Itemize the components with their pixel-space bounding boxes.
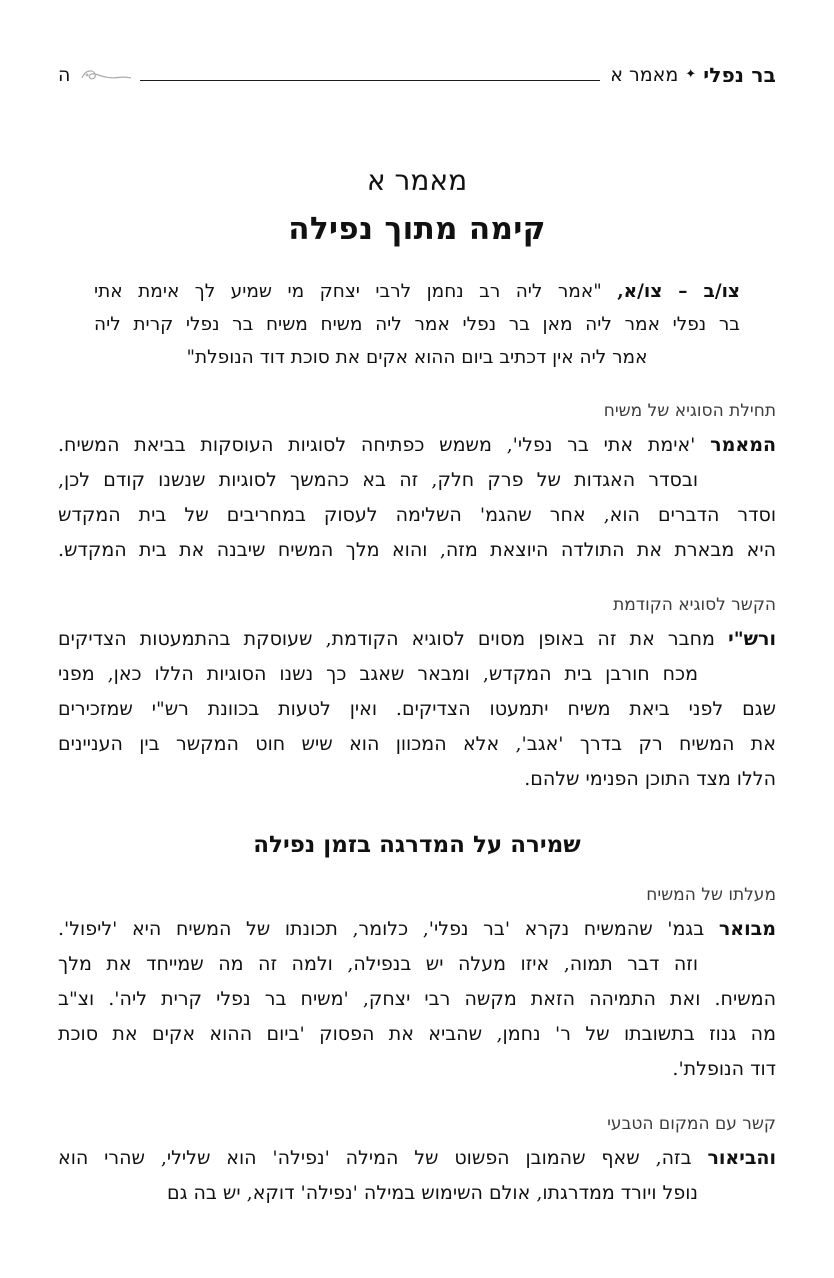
paragraph (58, 622, 776, 797)
section-heading: הקשר לסוגיא הקודמת (613, 595, 776, 615)
running-header (58, 62, 776, 88)
section-heading: קשר עם המקום הטבעי (607, 1114, 776, 1134)
title-block (58, 164, 776, 247)
text-line: וסדר הדברים הוא, אחר שהגמ' השלימה לעסוק במחריבים של בית המקדש (58, 504, 776, 526)
text-line: הללו מצד התוכן הפנימי שלהם. (524, 768, 776, 790)
text-line: את המשיח רק בדרך 'אגב', אלא המכוון הוא שיש חוט המקשר בין העניינים (58, 733, 776, 755)
text-line: צו/ב – צו/א, "אמר ליה רב נחמן לרבי יצחק מי שמיע לך אימת אתי (94, 281, 741, 302)
text-line: המאמר 'אימת אתי בר נפלי', משמש כפתיחה לסוגיות העוסקות בביאת המשיח. (58, 434, 776, 456)
section-start-of-sugya (58, 401, 776, 568)
star-separator-icon: ✦ (685, 66, 697, 82)
section-connection-previous-sugya (58, 595, 776, 797)
lead-word: המאמר (710, 434, 776, 456)
text-line: וזה דבר תמוה, איזו מעלה יש בנפילה, ולמה זה מה שמייחד את מלך (58, 953, 698, 975)
lead-word: והביאור (707, 1147, 776, 1169)
text-line: אמר ליה אין דכתיב ביום ההוא אקים את סוכת דוד הנופלת" (186, 347, 648, 368)
section-heading: מעלתו של המשיח (646, 885, 776, 905)
paragraph (58, 428, 776, 568)
page-title: קימה מתוך נפילה (288, 211, 546, 247)
header-book-title: בר נפלי (703, 63, 776, 87)
lead-word: ורש"י (728, 628, 776, 650)
text-line: בר נפלי אמר ליה מאן בר נפלי אמר ליה משיח משיח בר נפלי קרית ליה (94, 314, 740, 335)
text-line: מה גנוז בתשובתו של ר' נחמן, שהביא את הפסוק 'ביום ההוא אקים את סוכת (58, 1023, 776, 1045)
text-line: מכח חורבן בית המקדש, ומבאר שאגב כך נשנו הסוגיות הללו כאן, מפני (58, 663, 698, 685)
section-virtue-of-mashiach (58, 885, 776, 1087)
text-line: המשיח. ואת התמיהה הזאת מקשה רבי יצחק, 'משיח בר נפלי קרית ליה'. וצ"ב (58, 988, 776, 1010)
text-line: והביאור בזה, שאף שהמובן הפשוט של המילה 'נפילה' הוא שלילי, שהרי הוא (58, 1147, 776, 1169)
lead-word: צו/ב – צו/א, (617, 281, 741, 302)
text-line: נופל ויורד ממדרגתו, אולם השימוש במילה 'נפילה' דוקא, יש בה גם (167, 1182, 698, 1204)
section-heading: תחילת הסוגיא של משיח (603, 401, 776, 421)
header-chapter-label: מאמר א (610, 64, 679, 86)
page-number: ה (58, 64, 71, 86)
paragraph (58, 912, 776, 1087)
paragraph (58, 1141, 776, 1211)
text-line: דוד הנופלת'. (672, 1058, 776, 1080)
text-line: שגם לפני ביאת משיח יתמעטו הצדיקים. ואין לטעות בכוונת רש"י שמזכירים (58, 698, 776, 720)
section-connection-natural-place (58, 1114, 776, 1211)
text-line: ורש"י מחבר את זה באופן מסוים לסוגיא הקודמת, שעוסקת בהתמעטות הצדיקים (58, 628, 776, 650)
text-line: היא מבארת את התולדה היוצאת מזה, והוא מלך המשיח שיבנה את בית המקדש. (58, 539, 776, 561)
header-rule (140, 79, 600, 81)
header-ornament-icon (80, 66, 132, 88)
divider-title: שמירה על המדרגה בזמן נפילה (253, 831, 581, 858)
text-line: ובסדר האגדות של פרק חלק, זה בא כהמשך לסוגיות שנשנו קודם לכן, (58, 469, 698, 491)
lead-word: מבואר (718, 918, 776, 940)
talmud-quote (58, 275, 776, 374)
text-line: מבואר בגמ' שהמשיח נקרא 'בר נפלי', כלומר, תכונתו של המשיח היא 'ליפול'. (58, 918, 776, 940)
chapter-heading: מאמר א (366, 164, 468, 197)
